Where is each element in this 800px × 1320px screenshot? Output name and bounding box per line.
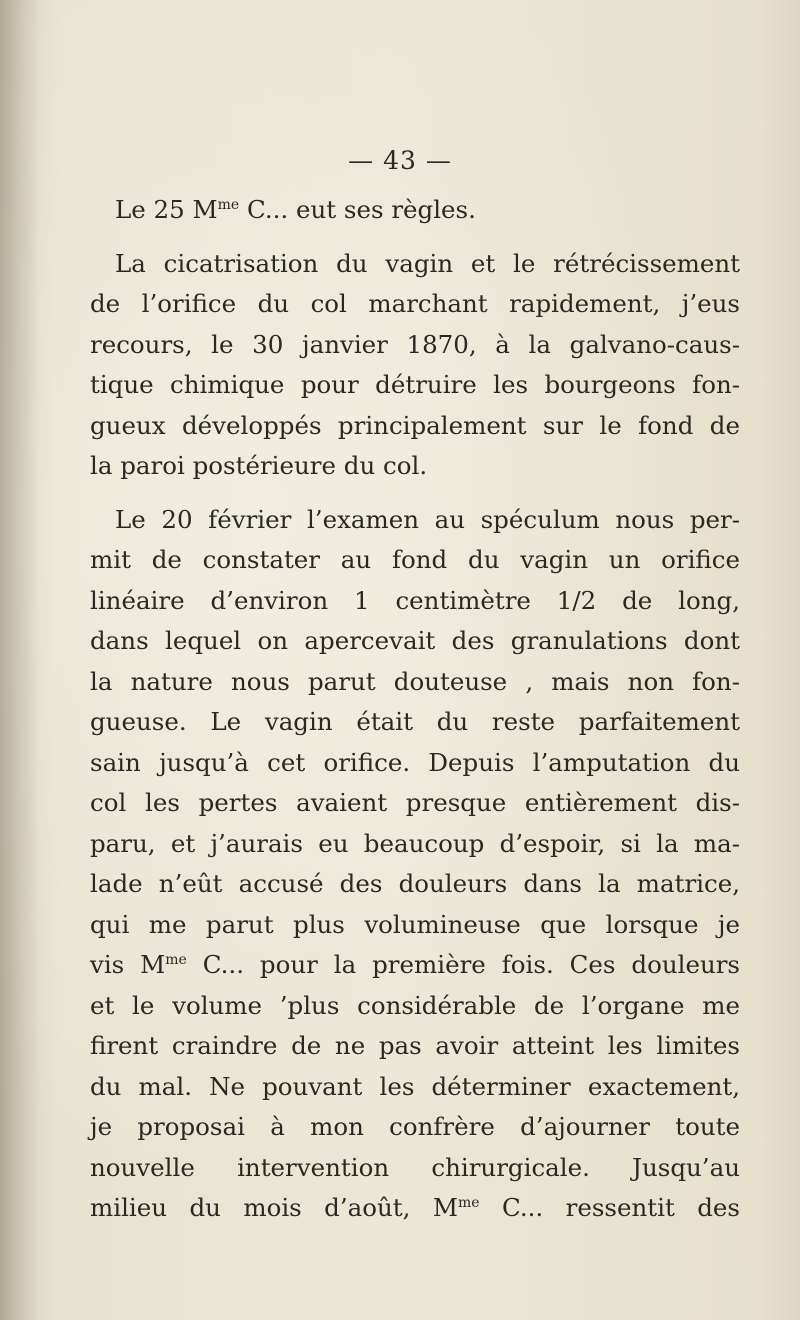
text-line: mit de constater au fond du vagin un orifice [90, 545, 740, 574]
superscript: me [165, 952, 187, 968]
text-line: linéaire d’environ 1 centimètre 1/2 de long, [90, 585, 740, 615]
text-line [90, 1188, 740, 1229]
text-line: je proposai à mon confrère d’ajourner toute [90, 1112, 740, 1141]
text-line: La cicatrisation du vagin et le rétrécissement [115, 248, 740, 278]
text-line: firent craindre de ne pas avoir atteint les limites [90, 1031, 740, 1060]
text-line: sain jusqu’à cet orifice. Depuis l’amputation du [90, 747, 740, 777]
superscript: me [457, 1195, 480, 1211]
text-line: tique chimique pour détruire les bourgeons fon- [90, 370, 740, 399]
text-line: col les pertes avaient presque entièrement dis- [90, 788, 740, 817]
text-line: paru, et j’aurais eu beaucoup d’espoir, si la ma- [90, 828, 740, 858]
text-line [90, 190, 740, 231]
text-line: qui me parut plus volumineuse que lorsque je [90, 909, 740, 939]
text-line: gueux développés principalement sur le fond de [90, 410, 740, 440]
text-line [90, 945, 740, 986]
text-line: du mal. Ne pouvant les déterminer exactement, [90, 1071, 740, 1101]
text-fragment: Le 25 M [115, 195, 218, 224]
text-fragment: milieu du mois d’août, M [90, 1193, 458, 1222]
text-line: la paroi postérieure du col. [90, 451, 428, 480]
text-line: la nature nous parut douteuse , mais non fon- [90, 666, 740, 696]
text-fragment: vis M [90, 950, 166, 979]
page-number: — 43 — [348, 146, 452, 175]
body-text [90, 190, 740, 1229]
text-line: de l’orifice du col marchant rapidement, j’eus [90, 289, 740, 318]
text-line: Le 20 février l’examen au spéculum nous per- [115, 504, 740, 534]
text-fragment: C... ressentit des [479, 1193, 740, 1222]
text-fragment: C... eut ses règles. [239, 195, 476, 224]
superscript: me [217, 197, 240, 213]
text-fragment: C... pour la première fois. Ces douleurs [186, 950, 741, 979]
text-line: lade n’eût accusé des douleurs dans la matrice, [90, 869, 740, 898]
text-line: gueuse. Le vagin était du reste parfaitement [90, 707, 740, 736]
text-line: dans lequel on apercevait des granulations dont [90, 626, 740, 655]
page-edge-shadow [0, 0, 40, 1320]
text-line: et le volume ’plus considérable de l’organe me [90, 990, 740, 1020]
text-line: recours, le 30 janvier 1870, à la galvano-caus- [90, 329, 740, 359]
text-line: nouvelle intervention chirurgicale. Jusqu’au [90, 1152, 740, 1182]
